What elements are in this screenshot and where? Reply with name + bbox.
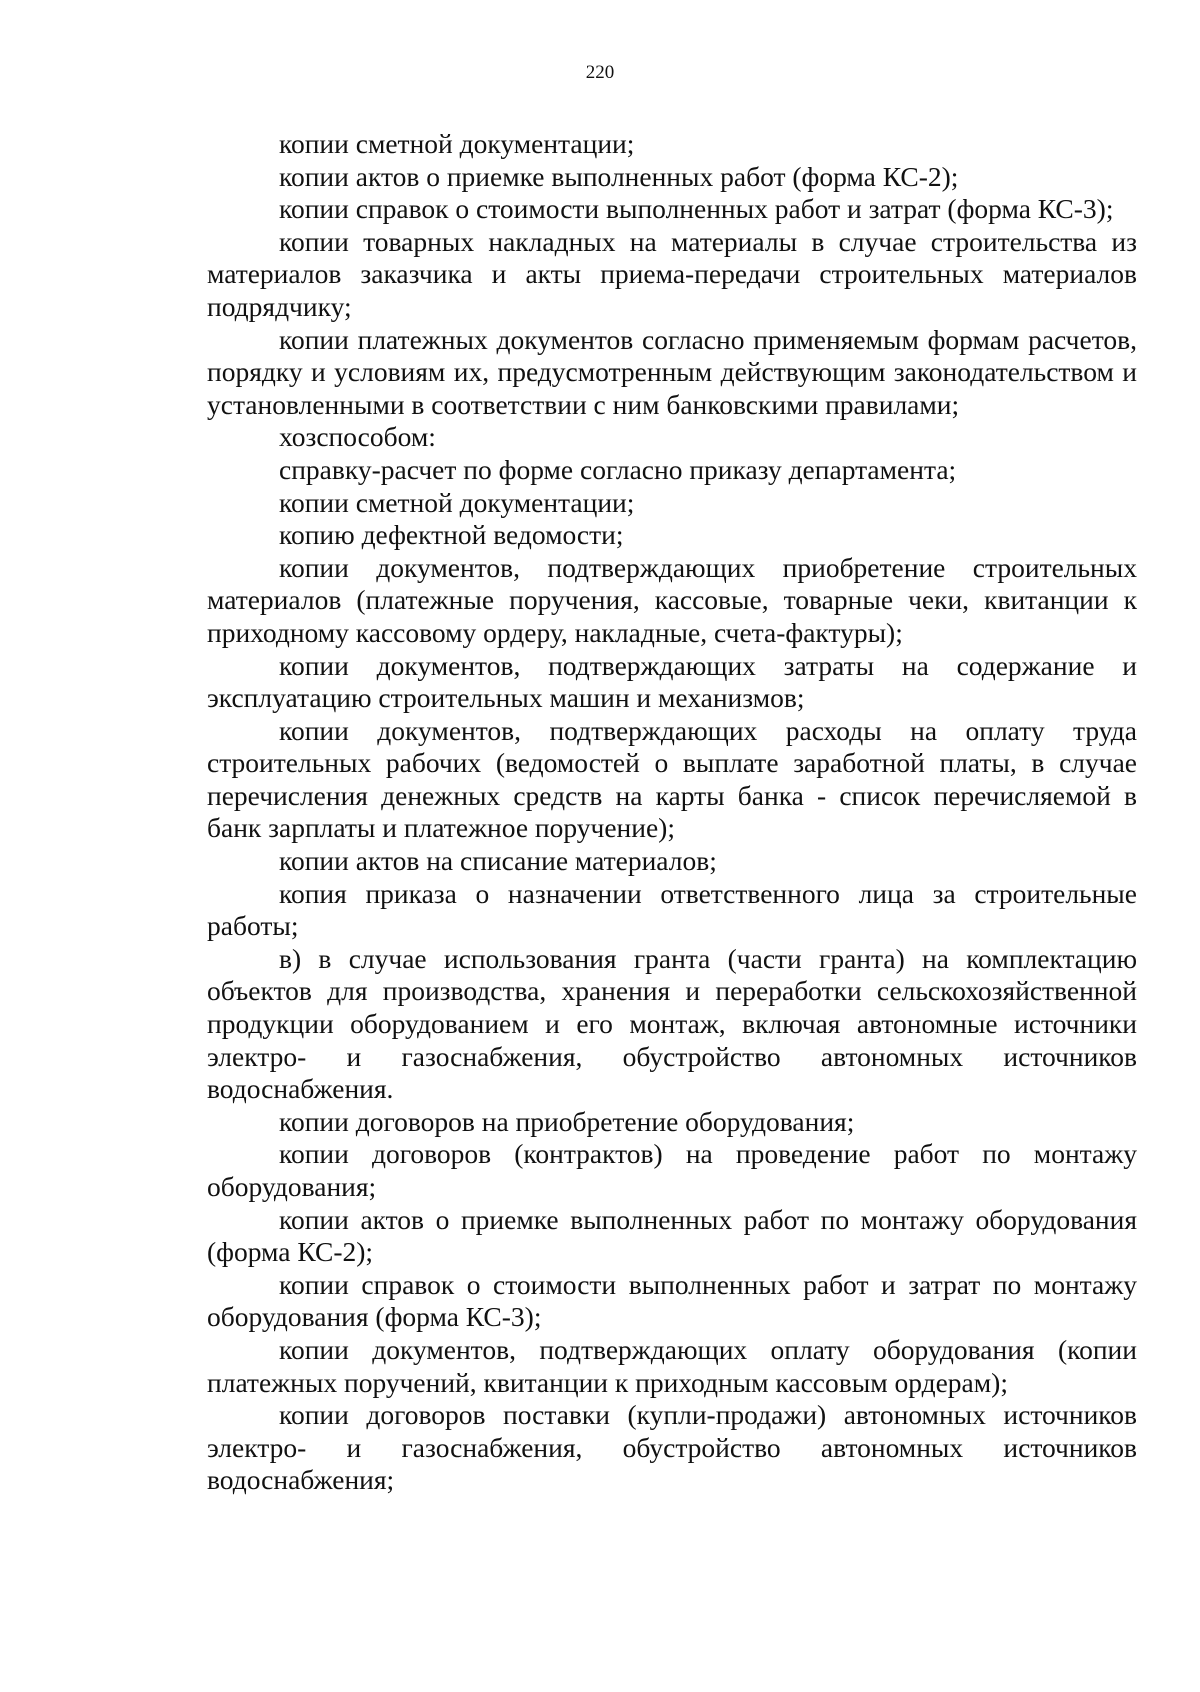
paragraph: копии справок о стоимости выполненных работ и затрат (форма КС-3); bbox=[279, 193, 1114, 225]
paragraph: копии сметной документации; bbox=[279, 128, 635, 159]
paragraph: в) в случае использования гранта (части гранта) на комплектацию объектов для производства, хранения и переработки сельскохозяйственной продукции оборудованием и его монтаж, включая автономные источники электро- и газоснабжения, обустройство автономных источников водоснабжения. bbox=[207, 942, 1137, 1105]
paragraph: копии платежных документов согласно применяемым формам расчетов, порядку и условиям их, предусмотренным действующим законодательством и установленными в соответствии с ним банковскими правилами; bbox=[207, 323, 1137, 420]
paragraph: копии справок о стоимости выполненных работ и затрат по монтажу оборудования (форма КС-3); bbox=[207, 1268, 1137, 1333]
paragraph: копии актов на списание материалов; bbox=[279, 845, 717, 877]
paragraph: копию дефектной ведомости; bbox=[279, 519, 624, 551]
paragraph: копии договоров поставки (купли-продажи) автономных источников электро- и газоснабжения, обустройство автономных источников водоснабжения; bbox=[207, 1399, 1137, 1496]
paragraph: копии документов, подтверждающих затраты на содержание и эксплуатацию строительных машин и механизмов; bbox=[207, 649, 1137, 714]
paragraph: копия приказа о назначении ответственного лица за строительные работы; bbox=[207, 877, 1137, 942]
paragraph: хозспособом: bbox=[279, 421, 436, 453]
page-number: 220 bbox=[585, 62, 615, 83]
paragraph: копии сметной документации; bbox=[279, 486, 635, 518]
paragraph: копии договоров на приобретение оборудования; bbox=[279, 1105, 855, 1137]
paragraph: копии товарных накладных на материалы в случае строительства из материалов заказчика и акты приема-передачи строительных материалов подрядчику; bbox=[207, 225, 1137, 322]
paragraph: копии договоров (контрактов) на проведение работ по монтажу оборудования; bbox=[207, 1138, 1137, 1202]
paragraph: справку-расчет по форме согласно приказу департамента; bbox=[279, 453, 957, 485]
paragraph: копии документов, подтверждающих оплату оборудования (копии платежных поручений, квитанции к приходным кассовым ордерам); bbox=[207, 1333, 1137, 1398]
document-body bbox=[207, 128, 1137, 1497]
paragraph: копии документов, подтверждающих приобретение строительных материалов (платежные поручения, кассовые, товарные чеки, квитанции к приходному кассовому ордеру, накладные, счета-фактуры); bbox=[207, 551, 1137, 648]
paragraph: копии актов о приемке выполненных работ по монтажу оборудования (форма КС-2); bbox=[207, 1203, 1137, 1268]
paragraph: копии актов о приемке выполненных работ (форма КС-2); bbox=[279, 160, 959, 192]
paragraph: копии документов, подтверждающих расходы на оплату труда строительных рабочих (ведомостей о выплате заработной платы, в случае перечисления денежных средств на карты банка - список перечисляемой в банк зарплаты и платежное поручение); bbox=[207, 714, 1137, 844]
